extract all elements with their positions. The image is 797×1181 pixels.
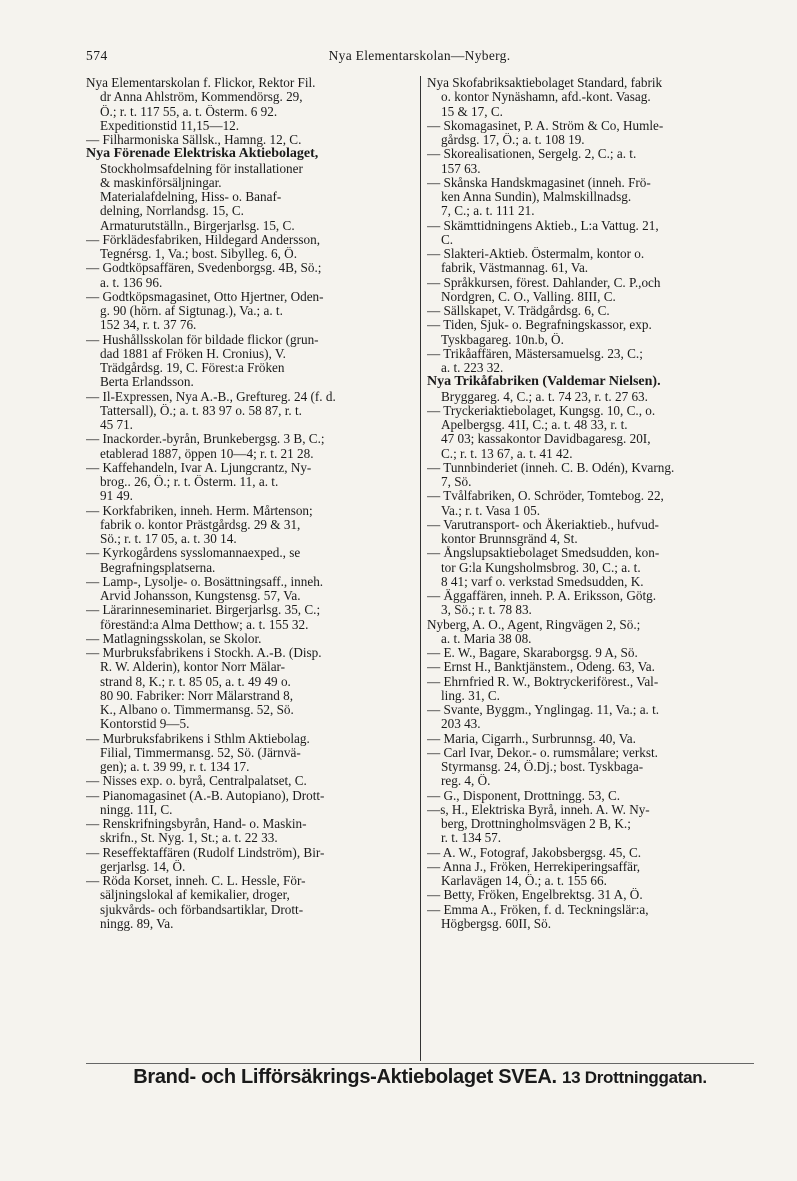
directory-line: 47 03; kassakontor Davidbagaresg. 20I, (441, 432, 651, 447)
directory-line: — Tiden, Sjuk- o. Begrafningskassor, exp. (427, 318, 652, 333)
ad-address: 13 Drottninggatan. (562, 1068, 707, 1087)
directory-line: — Tryckeriaktiebolaget, Kungsg. 10, C., o. (427, 403, 656, 418)
directory-line: Kontorstid 9—5. (100, 717, 190, 732)
directory-line: — Kaffehandeln, Ivar A. Ljungcrantz, Ny- (86, 460, 312, 475)
directory-line: — Godtköpsaffären, Svedenborgsg. 4B, Sö.; (86, 261, 322, 276)
directory-line: 7, Sö. (441, 475, 472, 489)
directory-line: — Språkkursen, förest. Dahlander, C. P.,och (427, 275, 661, 290)
directory-line: dad 1881 af Fröken H. Cronius), V. (100, 346, 286, 361)
directory-line: Nya Trikåfabriken (Valdemar Nielsen). (427, 375, 661, 390)
directory-line: — Il-Expressen, Nya A.-B., Greftureg. 24 (f. d. (86, 389, 336, 404)
directory-line: Högbergsg. 60II, Sö. (441, 916, 552, 931)
directory-line: 157 63. (441, 161, 481, 176)
directory-line: C. (441, 232, 454, 247)
directory-line: kontor Brunnsgränd 4, St. (441, 532, 578, 546)
directory-line: — Tvålfabriken, O. Schröder, Tomtebog. 22, (427, 489, 664, 504)
directory-line: dr Anna Ahlström, Kommendörsg. 29, (100, 90, 303, 105)
directory-line: berg, Drottningholmsvägen 2 B, K.; (441, 817, 631, 831)
left-column (86, 76, 420, 1061)
directory-line: Nya Förenade Elektriska Aktiebolaget, (86, 147, 319, 162)
directory-line: C.; r. t. 13 67, a. t. 41 42. (441, 446, 573, 461)
directory-line: gen); a. t. 39 99, r. t. 134 17. (100, 760, 250, 774)
directory-line: Sö.; r. t. 17 05, a. t. 30 14. (100, 532, 237, 546)
directory-line: ningg. 89, Va. (100, 916, 174, 931)
directory-line: 3, Sö.; r. t. 78 83. (441, 603, 532, 618)
directory-line: K., Albano o. Timmermansg. 52, Sö. (100, 703, 294, 717)
directory-line: Armaturutställn., Birgerjarlsg. 15, C. (100, 218, 295, 233)
directory-line: — Skorealisationen, Sergelg. 2, C.; a. t. (427, 147, 637, 162)
directory-line: säljningslokal af kemikalier, droger, (100, 888, 290, 903)
directory-line: — Murbruksfabrikens i Stockh. A.-B. (Disp. (86, 646, 322, 660)
running-head: Nya Elementarskolan—Nyberg. (328, 48, 511, 63)
footer-advertisement (86, 1066, 754, 1089)
directory-line: — Reseffektaffären (Rudolf Lindström), Bir- (86, 845, 325, 860)
directory-line: 45 71. (100, 418, 133, 432)
directory-line: Nordgren, C. O., Valling. 8III, C. (441, 289, 616, 304)
right-column (420, 76, 754, 1061)
directory-line: gårdsg. 17, Ö.; a. t. 108 19. (441, 133, 585, 147)
directory-line: 152 34, r. t. 37 76. (100, 318, 197, 333)
directory-line: — Ehrnfried R. W., Boktryckeriförest., Val- (427, 674, 659, 689)
directory-line: — Murbruksfabrikens i Sthlm Aktiebolag. (86, 731, 310, 746)
directory-line: — Slakteri-Aktieb. Östermalm, kontor o. (427, 247, 645, 261)
directory-line: — Filharmoniska Sällsk., Hamng. 12, C. (86, 133, 302, 147)
directory-line: Trädgårdsg. 19, C. Förest:a Fröken (100, 361, 285, 375)
directory-line: — Trikåaffären, Mästersamuelsg. 23, C.; (427, 346, 643, 361)
directory-line: Bryggareg. 4, C.; a. t. 74 23, r. t. 27 63. (441, 389, 648, 404)
directory-line: — Sällskapet, V. Trädgårdsg. 6, C. (427, 304, 610, 318)
directory-line: — Maria, Cigarrh., Surbrunnsg. 40, Va. (427, 731, 636, 746)
directory-line: Styrmansg. 24, Ö.Dj.; bost. Tyskbaga- (441, 760, 644, 774)
directory-line: — Röda Korset, inneh. C. L. Hessle, För- (86, 874, 306, 888)
page-header (86, 48, 753, 72)
directory-line: Stockholmsafdelning för installationer (100, 161, 303, 176)
directory-line: R. W. Alderin), kontor Norr Mälar- (100, 660, 286, 675)
directory-line: Nya Elementarskolan f. Flickor, Rektor Fil. (86, 76, 316, 90)
directory-line: a. t. Maria 38 08. (441, 631, 532, 646)
directory-line: fabrik, Västmannag. 61, Va. (441, 261, 589, 276)
directory-line: Tegnérsg. 1, Va.; bost. Sibylleg. 6, Ö. (100, 247, 297, 261)
directory-line: brog.. 26, Ö.; r. t. Österm. 11, a. t. (100, 475, 279, 489)
directory-line: r. t. 134 57. (441, 831, 502, 846)
directory-line: — Anna J., Fröken, Herrekiperingsaffär, (427, 859, 641, 874)
directory-line: — Matlagningsskolan, se Skolor. (86, 631, 262, 646)
directory-line: a. t. 136 96. (100, 275, 163, 290)
directory-line: sjukvårds- och förbandsartiklar, Drott- (100, 902, 304, 917)
directory-line: — Skämttidningens Aktieb., L:a Vattug. 21, (427, 218, 659, 233)
directory-line: Karlavägen 14, Ö.; a. t. 155 66. (441, 874, 607, 888)
directory-line: — Betty, Fröken, Engelbrektsg. 31 A, Ö. (427, 888, 643, 903)
directory-line: Apelbergsg. 41I, C.; a. t. 48 33, r. t. (441, 418, 628, 432)
directory-line: — Carl Ivar, Dekor.- o. rumsmålare; verkst. (427, 745, 658, 760)
directory-line: — A. W., Fotograf, Jakobsbergsg. 45, C. (427, 845, 642, 860)
directory-line: — Tunnbinderiet (inneh. C. B. Odén), Kvarng. (427, 460, 675, 475)
directory-line: g. 90 (hörn. af Sigtunag.), Va.; a. t. (100, 304, 283, 318)
directory-line: tor G:la Kungsholmsbrog. 30, C.; a. t. (441, 560, 641, 575)
directory-line: — Lärarinneseminariet. Birgerjarlsg. 35, C.; (86, 603, 321, 618)
directory-line: fabrik o. kontor Prästgårdsg. 29 & 31, (100, 517, 301, 532)
directory-line: & maskinförsäljningar. (100, 175, 222, 190)
directory-line: föreständ:a Alma Detthow; a. t. 155 32. (100, 617, 309, 632)
directory-line: — Korkfabriken, inneh. Herm. Mårtenson; (86, 503, 313, 518)
directory-line: — Emma A., Fröken, f. d. Teckningslär:a, (427, 902, 649, 917)
directory-columns (86, 76, 754, 1061)
directory-line: — Äggaffären, inneh. P. A. Eriksson, Götg. (427, 589, 657, 603)
directory-line: Nya Skofabriksaktiebolaget Standard, fabrik (427, 76, 663, 90)
directory-line: — Ernst H., Banktjänstem., Odeng. 63, Va. (427, 660, 655, 675)
directory-line: ken Anna Sundin), Malmskillnadsg. (441, 190, 632, 204)
directory-line: Berta Erlandsson. (100, 375, 194, 390)
directory-line: 15 & 17, C. (441, 104, 503, 119)
directory-line: 7, C.; a. t. 111 21. (441, 204, 535, 219)
directory-line: Va.; r. t. Vasa 1 05. (441, 503, 541, 518)
directory-line: o. kontor Nynäshamn, afd.-kont. Vasag. (441, 90, 651, 105)
directory-line: etablerad 1887, öppen 10—4; r. t. 21 28. (100, 446, 314, 461)
directory-line: strand 8, K.; r. t. 85 05, a. t. 49 49 o. (100, 674, 291, 689)
directory-line: Nyberg, A. O., Agent, Ringvägen 2, Sö.; (427, 617, 641, 632)
directory-line: 91 49. (100, 489, 133, 504)
directory-line: — Förklädesfabriken, Hildegard Andersson, (86, 232, 321, 247)
directory-line: Begrafningsplatserna. (100, 560, 216, 575)
directory-line: ningg. 11I, C. (100, 802, 173, 817)
directory-line: — Lamp-, Lysolje- o. Bosättningsaff., inneh. (86, 574, 324, 589)
directory-line: ling. 31, C. (441, 688, 500, 703)
directory-line: — Skomagasinet, P. A. Ström & Co, Humle- (427, 118, 664, 133)
directory-line: — Svante, Byggm., Ynglingag. 11, Va.; a. t. (427, 703, 660, 717)
directory-line: Tyskbagareg. 10n.b, Ö. (441, 332, 564, 347)
directory-line: — Inackorder.-byrån, Brunkebergsg. 3 B, C.; (86, 432, 325, 447)
footer-rule (86, 1063, 754, 1064)
directory-line: reg. 4, Ö. (441, 774, 491, 789)
directory-line: —s, H., Elektriska Byrå, inneh. A. W. Ny- (427, 802, 650, 817)
directory-line: Expeditionstid 11,15—12. (100, 118, 240, 133)
directory-line: Ö.; r. t. 117 55, a. t. Österm. 6 92. (100, 104, 278, 119)
directory-line: a. t. 223 32. (441, 361, 504, 375)
directory-line: skrifn., St. Nyg. 1, St.; a. t. 22 33. (100, 831, 278, 846)
directory-line: Arvid Johansson, Kungstensg. 57, Va. (100, 589, 301, 603)
ad-company: Brand- och Lifförsäkrings-Aktiebolaget SVEA. (133, 1066, 557, 1088)
directory-line: — Hushållsskolan för bildade flickor (grun- (86, 332, 319, 347)
directory-line: delning, Norrlandsg. 15, C. (100, 204, 244, 219)
directory-line: — Nisses exp. o. byrå, Centralpalatset, C. (86, 774, 307, 789)
directory-line: Tattersall), Ö.; a. t. 83 97 o. 58 87, r. t. (100, 403, 302, 418)
directory-line: — E. W., Bagare, Skaraborgsg. 9 A, Sö. (427, 646, 638, 660)
directory-line: Materialafdelning, Hiss- o. Banaf- (100, 190, 282, 204)
directory-line: Filial, Timmermansg. 52, Sö. (Järnvä- (100, 745, 301, 760)
directory-line: — Pianomagasinet (A.-B. Autopiano), Drott- (86, 788, 325, 803)
directory-line: — Skånska Handskmagasinet (inneh. Frö- (427, 175, 651, 190)
page-number: 574 (86, 48, 108, 63)
directory-line: — G., Disponent, Drottningg. 53, C. (427, 788, 621, 803)
directory-line: — Varutransport- och Åkeriaktieb., hufvud- (427, 517, 659, 532)
directory-line: gerjarlsg. 14, Ö. (100, 859, 186, 874)
directory-line: — Kyrkogårdens sysslomannaexped., se (86, 546, 301, 561)
directory-line: 80 90. Fabriker: Norr Mälarstrand 8, (100, 688, 294, 703)
directory-line: — Ångslupsaktiebolaget Smedsudden, kon- (427, 546, 660, 561)
directory-line: 203 43. (441, 717, 481, 732)
directory-line: — Renskrifningsbyrån, Hand- o. Maskin- (86, 817, 307, 831)
directory-line: — Godtköpsmagasinet, Otto Hjertner, Oden- (86, 289, 324, 304)
directory-line: 8 41; varf o. verkstad Smedsudden, K. (441, 574, 644, 589)
